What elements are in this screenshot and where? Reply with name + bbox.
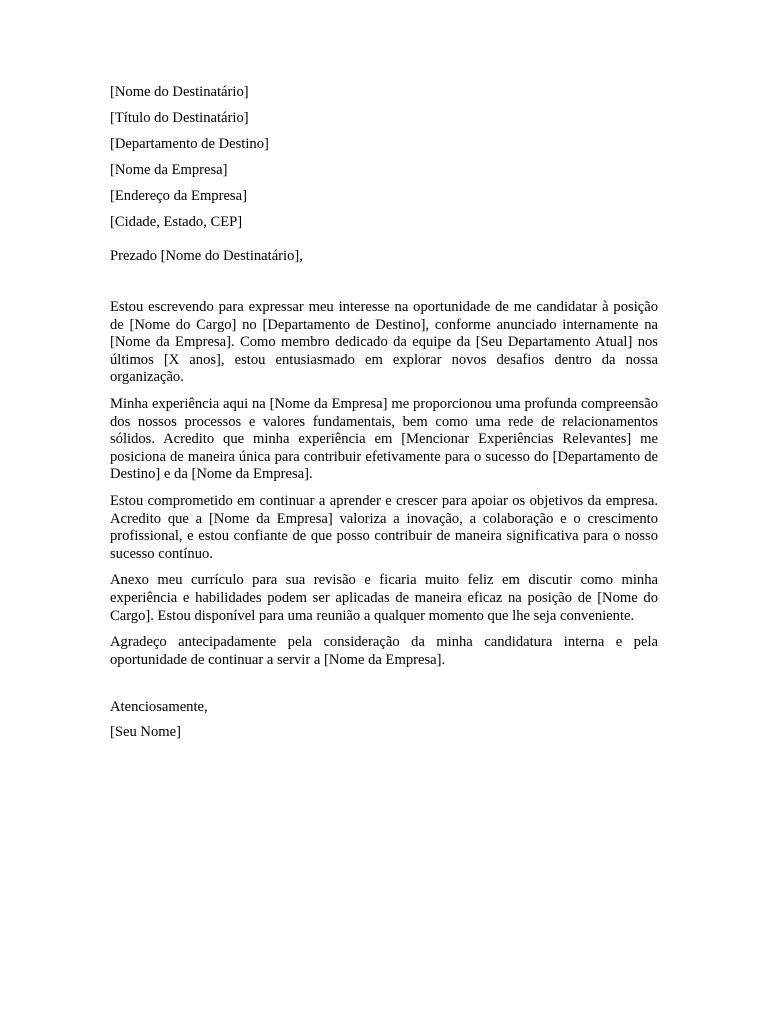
- letter-page: [110, 84, 658, 741]
- body-paragraph: Anexo meu currículo para sua revisão e ficaria muito feliz em discutir como minha experiência e habilidades podem ser aplicadas de maneira eficaz na posição de [Nome do Cargo]. Estou disponível para uma reunião a qualquer momento que lhe seja conveniente.: [110, 572, 658, 624]
- recipient-address-block: [110, 84, 658, 231]
- body-paragraph: Estou comprometido em continuar a aprender e crescer para apoiar os objetivos da empresa. Acredito que a [Nome da Empresa] valoriza a inovação, a colaboração e o crescimento profissional, e estou confiante de que posso contribuir de maneira significativa para o nosso sucesso contínuo.: [110, 492, 658, 562]
- recipient-city-state-zip: [Cidade, Estado, CEP]: [110, 214, 243, 230]
- body-paragraph: Minha experiência aqui na [Nome da Empresa] me proporcionou uma profunda compreensão dos nossos processos e valores fundamentais, bem como uma rede de relacionamentos sólidos. Acredito que minha experiência em [Mencionar Experiências Relevantes] me posiciona de maneira única para contribuir efetivamente para o sucesso do [Departamento de Destino] e da [Nome da Empresa].: [110, 395, 658, 483]
- closing: Atenciosamente,: [110, 699, 208, 716]
- body-paragraph: Agradeço antecipadamente pela consideração da minha candidatura interna e pela oportunidade de continuar a servir a [Nome da Empresa].: [110, 634, 658, 668]
- recipient-company: [Nome da Empresa]: [110, 162, 228, 178]
- body-paragraph: Estou escrevendo para expressar meu interesse na oportunidade de me candidatar à posição de [Nome do Cargo] no [Departamento de Destino], conforme anunciado internamente na [Nome da Empresa]. Como membro dedicado da equipe da [Seu Departamento Atual] nos últimos [X anos], estou entusiasmado em explorar novos desafios dentro da nossa organização.: [110, 299, 658, 386]
- salutation: Prezado [Nome do Destinatário],: [110, 248, 303, 264]
- letter-body: [110, 299, 658, 669]
- recipient-title: [Título do Destinatário]: [110, 110, 249, 126]
- recipient-name: [Nome do Destinatário]: [110, 84, 249, 100]
- recipient-address: [Endereço da Empresa]: [110, 188, 247, 204]
- recipient-department: [Departamento de Destino]: [110, 136, 269, 152]
- signature: [Seu Nome]: [110, 724, 181, 741]
